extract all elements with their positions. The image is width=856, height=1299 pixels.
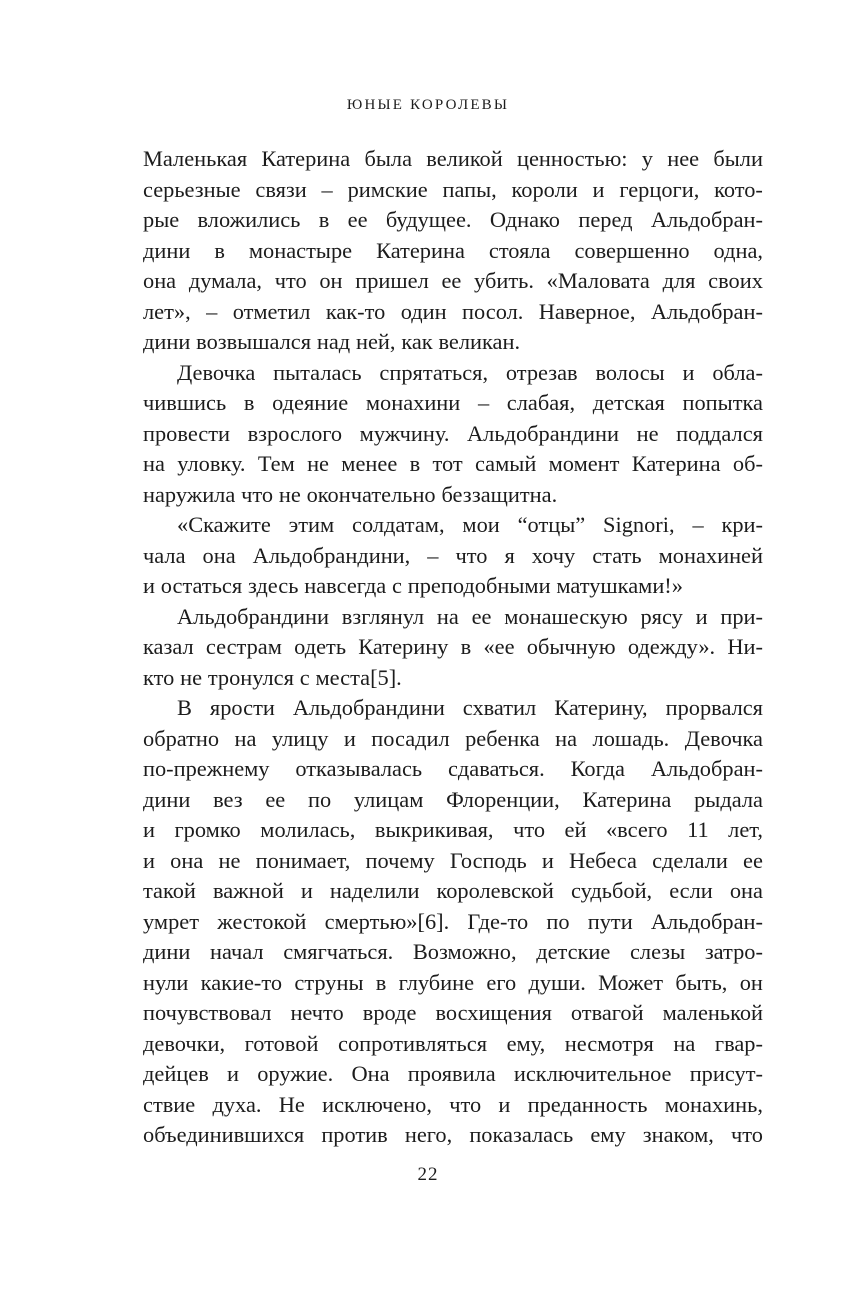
text-line: Альдобрандини взглянул на ее монашескую рясу и при- bbox=[177, 603, 763, 629]
text-line: лет», – отметил как-то один посол. Наверное, Альдобран- bbox=[143, 298, 763, 324]
text-line: серьезные связи – римские папы, короли и герцоги, кото- bbox=[143, 176, 763, 202]
text-line: Маленькая Катерина была великой ценностью: у нее были bbox=[143, 146, 763, 171]
text-line: такой важной и наделили королевской судьбой, если она bbox=[143, 878, 763, 903]
text-line: В ярости Альдобрандини схватил Катерину, прорвался bbox=[177, 695, 763, 720]
text-line: она думала, что он пришел ее убить. «Маловата для своих bbox=[143, 268, 763, 293]
running-head: ЮНЫЕ КОРОЛЕВЫ bbox=[346, 97, 510, 113]
text-line: и остаться здесь навсегда с преподобными матушками!» bbox=[143, 573, 683, 598]
text-line: «Скажите этим солдатам, мои “отцы” Signori, – кри- bbox=[177, 512, 763, 537]
text-line: наружила что не окончательно беззащитна. bbox=[143, 481, 558, 507]
text-line: объединившихся против него, показалась ему знаком, что bbox=[143, 1122, 763, 1147]
text-line: девочки, готовой сопротивляться ему, несмотря на гвар- bbox=[143, 1030, 763, 1056]
text-line: кто не тронулся с места[5]. bbox=[143, 664, 402, 690]
text-line: дейцев и оружие. Она проявила исключительное присут- bbox=[143, 1061, 763, 1086]
text-line: чившись в одеяние монахини – слабая, детская попытка bbox=[143, 390, 763, 415]
text-line: на уловку. Тем не менее в тот самый момент Катерина об- bbox=[143, 451, 763, 476]
text-line: и она не понимает, почему Господь и Небеса сделали ее bbox=[143, 847, 763, 873]
text-line: рые вложились в ее будущее. Однако перед Альдобран- bbox=[143, 207, 763, 232]
text-line: по-прежнему отказывалась сдаваться. Когда Альдобран- bbox=[143, 756, 763, 781]
body-text bbox=[143, 144, 763, 1151]
text-line: почувствовал нечто вроде восхищения отвагой маленькой bbox=[143, 1000, 763, 1025]
text-line: дини возвышался над ней, как великан. bbox=[143, 329, 521, 354]
text-line: ствие духа. Не исключено, что и преданность монахинь, bbox=[143, 1091, 763, 1117]
text-line: дини вез ее по улицам Флоренции, Катерина рыдала bbox=[143, 786, 763, 812]
text-line: провести взрослого мужчину. Альдобрандини не поддался bbox=[143, 420, 763, 446]
text-line: обратно на улицу и посадил ребенка на лошадь. Девочка bbox=[143, 725, 763, 751]
text-line: казал сестрам одеть Катерину в «ее обычную одежду». Ни- bbox=[143, 634, 763, 659]
text-line: Девочка пыталась спрятаться, отрезав волосы и обла- bbox=[177, 359, 763, 385]
text-line: дини в монастыре Катерина стояла совершенно одна, bbox=[143, 237, 763, 263]
text-line: и громко молилась, выкрикивая, что ей «всего 11 лет, bbox=[143, 817, 763, 842]
text-line: умрет жестокой смертью»[6]. Где-то по пути Альдобран- bbox=[143, 908, 763, 934]
page-number: 22 bbox=[417, 1164, 439, 1185]
text-line: чала она Альдобрандини, – что я хочу стать монахиней bbox=[143, 542, 763, 568]
text-line: нули какие-то струны в глубине его души. Может быть, он bbox=[143, 969, 763, 995]
text-line: дини начал смягчаться. Возможно, детские слезы затро- bbox=[143, 939, 763, 964]
